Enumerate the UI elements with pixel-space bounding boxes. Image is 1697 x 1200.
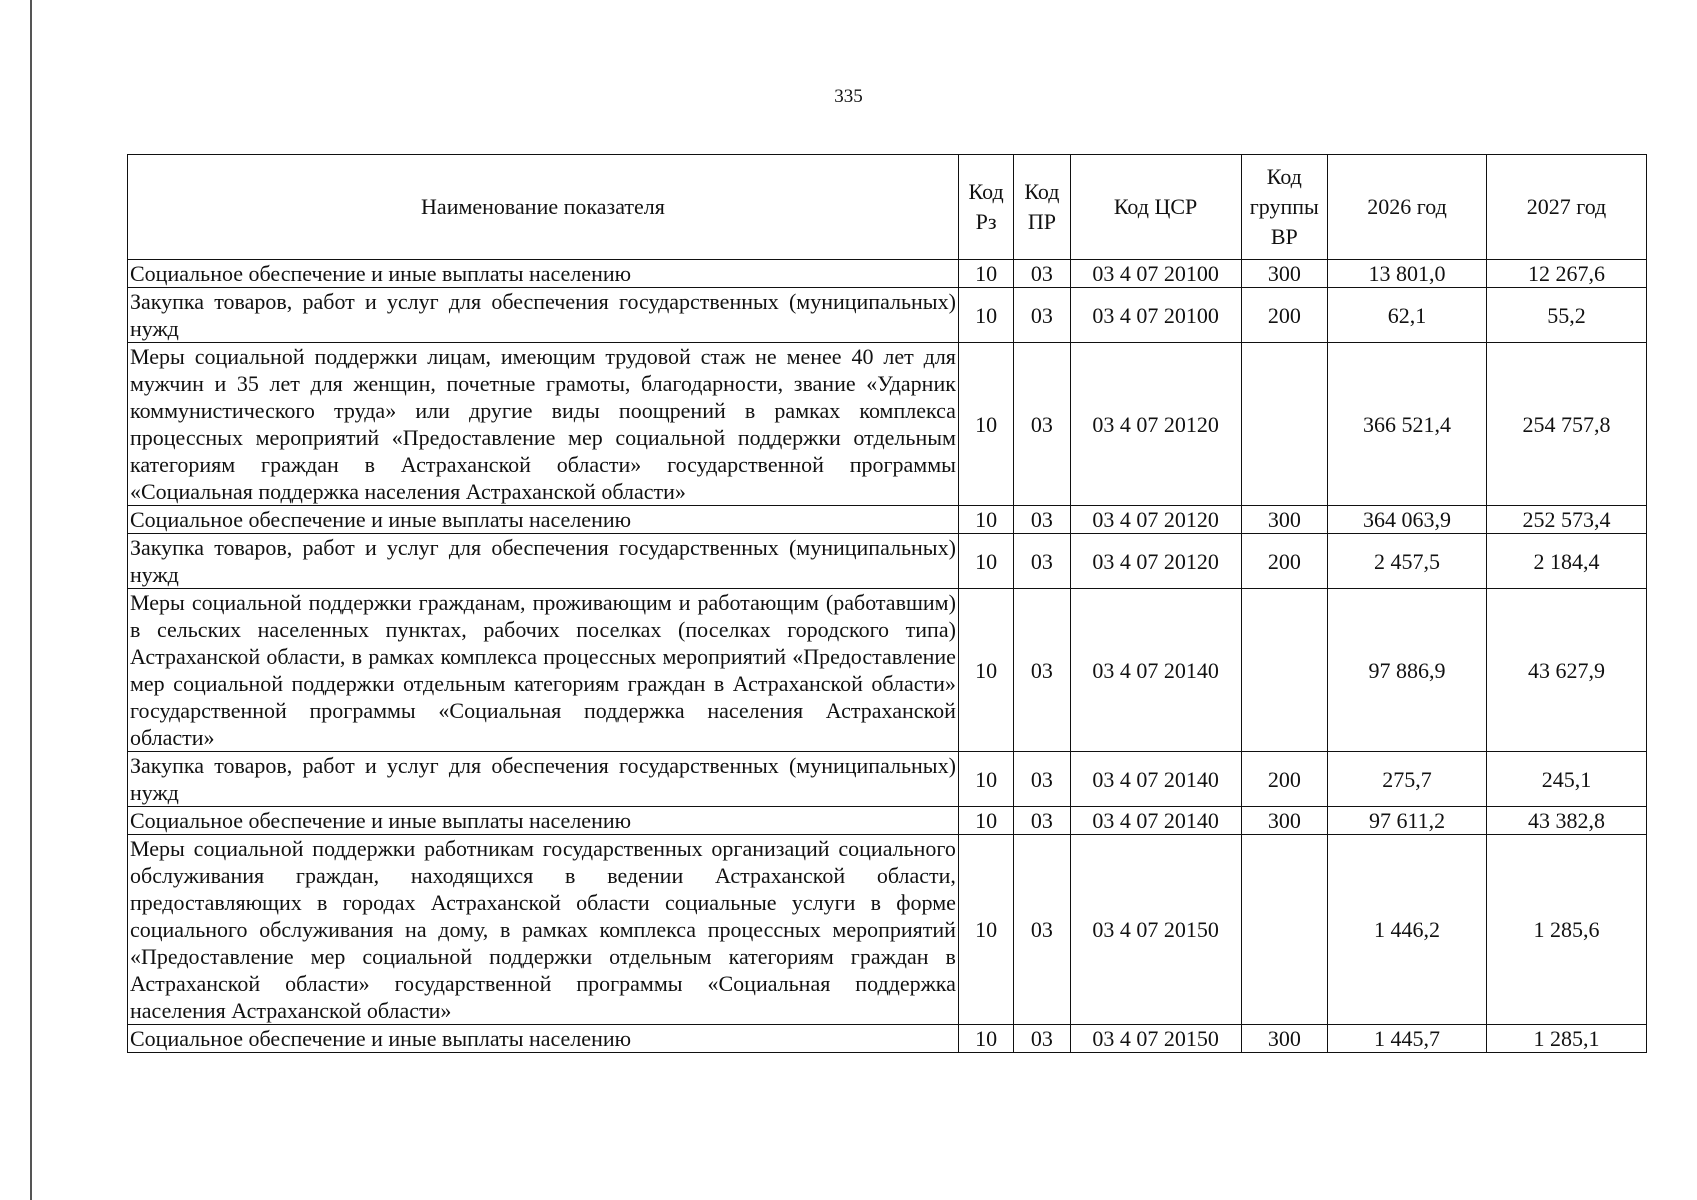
cell-vr bbox=[1241, 589, 1328, 752]
cell-rz: 10 bbox=[958, 807, 1013, 835]
cell-name: Социальное обеспечение и иные выплаты населению bbox=[128, 807, 959, 835]
cell-name: Меры социальной поддержки работникам государственных организаций социального обслуживания граждан, находящихся в ведении Астраханской области, предоставляющих в городах Астраханской области социальные услуги в форме социального обслуживания на дому, в рамках комплекса процессных мероприятий «Предоставление мер социальной поддержки отдельным категориям граждан в Астраханской области» государственной программы «Социальная поддержка населения Астраханской области» bbox=[128, 835, 959, 1025]
cell-2026: 275,7 bbox=[1328, 752, 1487, 807]
cell-name: Меры социальной поддержки лицам, имеющим трудовой стаж не менее 40 лет для мужчин и 35 лет для женщин, почетные грамоты, благодарности, звание «Ударник коммунистического труда» или другие виды поощрений в рамках комплекса процессных мероприятий «Предоставление мер социальной поддержки отдельным категориям граждан в Астраханской области» государственной программы «Социальная поддержка населения Астраханской области» bbox=[128, 343, 959, 506]
cell-rz: 10 bbox=[958, 752, 1013, 807]
cell-csr: 03 4 07 20140 bbox=[1070, 752, 1241, 807]
cell-vr: 300 bbox=[1241, 506, 1328, 534]
cell-2026: 1 446,2 bbox=[1328, 835, 1487, 1025]
cell-pr: 03 bbox=[1014, 1025, 1070, 1053]
cell-pr: 03 bbox=[1014, 589, 1070, 752]
header-rz: Код Рз bbox=[958, 155, 1013, 260]
cell-vr: 200 bbox=[1241, 288, 1328, 343]
header-pr: Код ПР bbox=[1014, 155, 1070, 260]
cell-csr: 03 4 07 20150 bbox=[1070, 1025, 1241, 1053]
cell-vr: 300 bbox=[1241, 260, 1328, 288]
table-row bbox=[128, 288, 1647, 343]
cell-2027: 43 382,8 bbox=[1487, 807, 1647, 835]
header-vr: Код группы ВР bbox=[1241, 155, 1328, 260]
header-2026: 2026 год bbox=[1328, 155, 1487, 260]
cell-csr: 03 4 07 20120 bbox=[1070, 506, 1241, 534]
cell-vr: 300 bbox=[1241, 1025, 1328, 1053]
cell-vr bbox=[1241, 343, 1328, 506]
table-row bbox=[128, 589, 1647, 752]
cell-rz: 10 bbox=[958, 288, 1013, 343]
cell-name: Меры социальной поддержки гражданам, проживающим и работающим (работавшим) в сельских населенных пунктах, рабочих поселках (поселках городского типа) Астраханской области, в рамках комплекса процессных мероприятий «Предоставление мер социальной поддержки отдельным категориям граждан в Астраханской области» государственной программы «Социальная поддержка населения Астраханской области» bbox=[128, 589, 959, 752]
cell-2027: 254 757,8 bbox=[1487, 343, 1647, 506]
cell-pr: 03 bbox=[1014, 506, 1070, 534]
cell-2027: 2 184,4 bbox=[1487, 534, 1647, 589]
cell-pr: 03 bbox=[1014, 534, 1070, 589]
cell-pr: 03 bbox=[1014, 288, 1070, 343]
cell-2027: 55,2 bbox=[1487, 288, 1647, 343]
cell-csr: 03 4 07 20120 bbox=[1070, 534, 1241, 589]
table-row bbox=[128, 807, 1647, 835]
header-csr: Код ЦСР bbox=[1070, 155, 1241, 260]
cell-rz: 10 bbox=[958, 534, 1013, 589]
header-row bbox=[128, 155, 1647, 260]
table-row bbox=[128, 835, 1647, 1025]
cell-csr: 03 4 07 20100 bbox=[1070, 288, 1241, 343]
cell-name: Закупка товаров, работ и услуг для обеспечения государственных (муниципальных) нужд bbox=[128, 534, 959, 589]
cell-2026: 97 886,9 bbox=[1328, 589, 1487, 752]
cell-rz: 10 bbox=[958, 1025, 1013, 1053]
cell-csr: 03 4 07 20120 bbox=[1070, 343, 1241, 506]
cell-pr: 03 bbox=[1014, 260, 1070, 288]
cell-csr: 03 4 07 20100 bbox=[1070, 260, 1241, 288]
cell-csr: 03 4 07 20140 bbox=[1070, 807, 1241, 835]
cell-2027: 12 267,6 bbox=[1487, 260, 1647, 288]
table-header bbox=[128, 155, 1647, 260]
table-body bbox=[128, 260, 1647, 1053]
cell-name: Закупка товаров, работ и услуг для обеспечения государственных (муниципальных) нужд bbox=[128, 752, 959, 807]
cell-2026: 1 445,7 bbox=[1328, 1025, 1487, 1053]
table-row bbox=[128, 260, 1647, 288]
cell-2027: 252 573,4 bbox=[1487, 506, 1647, 534]
cell-rz: 10 bbox=[958, 506, 1013, 534]
cell-pr: 03 bbox=[1014, 807, 1070, 835]
cell-2026: 2 457,5 bbox=[1328, 534, 1487, 589]
table-row bbox=[128, 752, 1647, 807]
cell-2027: 1 285,1 bbox=[1487, 1025, 1647, 1053]
cell-2027: 43 627,9 bbox=[1487, 589, 1647, 752]
binding-margin-line bbox=[30, 0, 32, 1200]
cell-name: Социальное обеспечение и иные выплаты населению bbox=[128, 1025, 959, 1053]
cell-pr: 03 bbox=[1014, 835, 1070, 1025]
cell-pr: 03 bbox=[1014, 752, 1070, 807]
cell-rz: 10 bbox=[958, 589, 1013, 752]
cell-2026: 366 521,4 bbox=[1328, 343, 1487, 506]
cell-csr: 03 4 07 20150 bbox=[1070, 835, 1241, 1025]
cell-2026: 62,1 bbox=[1328, 288, 1487, 343]
cell-2026: 13 801,0 bbox=[1328, 260, 1487, 288]
table-row bbox=[128, 343, 1647, 506]
header-2027: 2027 год bbox=[1487, 155, 1647, 260]
cell-rz: 10 bbox=[958, 835, 1013, 1025]
budget-table bbox=[127, 154, 1647, 1053]
table-row bbox=[128, 1025, 1647, 1053]
cell-2027: 245,1 bbox=[1487, 752, 1647, 807]
page-number: 335 bbox=[834, 86, 863, 107]
table-row bbox=[128, 506, 1647, 534]
cell-vr bbox=[1241, 835, 1328, 1025]
cell-name: Социальное обеспечение и иные выплаты населению bbox=[128, 260, 959, 288]
cell-name: Закупка товаров, работ и услуг для обеспечения государственных (муниципальных) нужд bbox=[128, 288, 959, 343]
cell-rz: 10 bbox=[958, 260, 1013, 288]
cell-pr: 03 bbox=[1014, 343, 1070, 506]
cell-vr: 300 bbox=[1241, 807, 1328, 835]
cell-name: Социальное обеспечение и иные выплаты населению bbox=[128, 506, 959, 534]
cell-2027: 1 285,6 bbox=[1487, 835, 1647, 1025]
cell-vr: 200 bbox=[1241, 752, 1328, 807]
header-name: Наименование показателя bbox=[128, 155, 959, 260]
cell-2026: 97 611,2 bbox=[1328, 807, 1487, 835]
cell-2026: 364 063,9 bbox=[1328, 506, 1487, 534]
cell-rz: 10 bbox=[958, 343, 1013, 506]
cell-csr: 03 4 07 20140 bbox=[1070, 589, 1241, 752]
cell-vr: 200 bbox=[1241, 534, 1328, 589]
table-row bbox=[128, 534, 1647, 589]
